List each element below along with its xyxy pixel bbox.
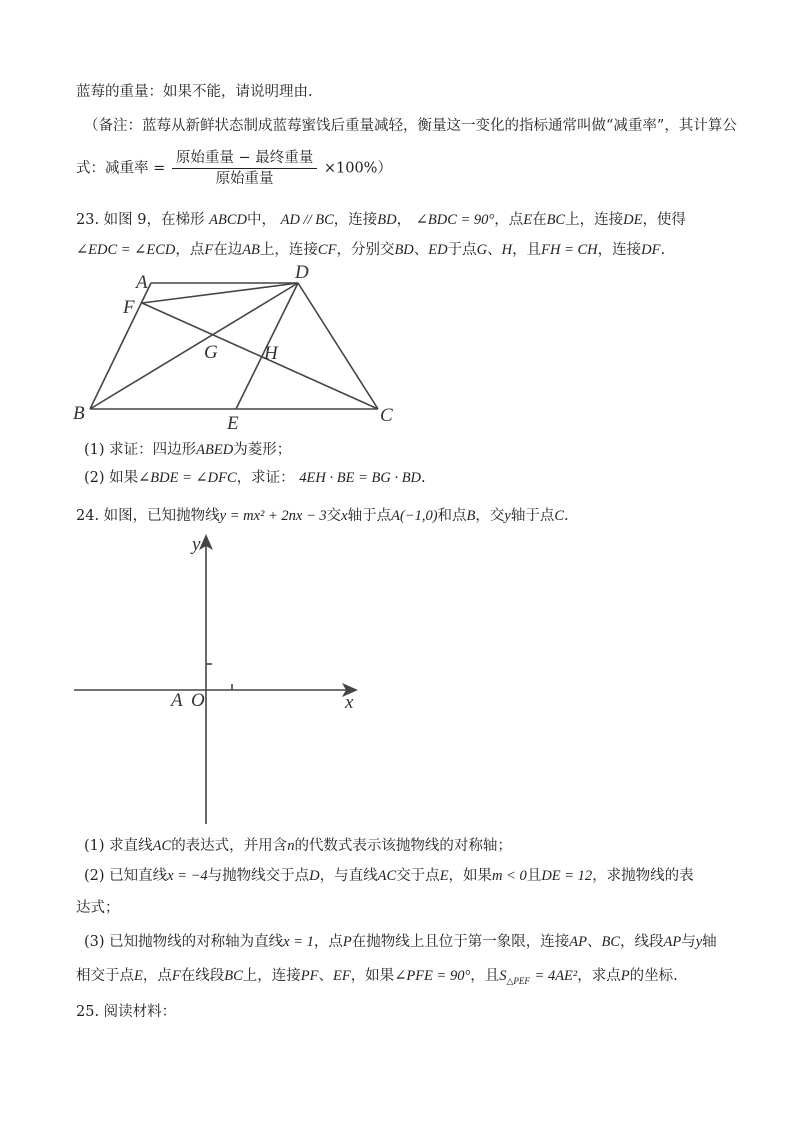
label-G: G <box>204 342 218 363</box>
trapezoid-figure <box>60 262 420 438</box>
label-B: B <box>73 403 85 424</box>
label-F: F <box>123 297 135 318</box>
q24-part-2-continued: 达式； <box>76 900 120 916</box>
reduction-rate-formula: 式：减重率 = $\frac{\text{原始重量 − 最终重量}}{\text{原始重量}}$ ×100%） <box>76 150 392 187</box>
q24-part-1: (1) 求直线AC的表达式，并用含n的代数式表示该抛物线的对称轴； <box>84 838 512 854</box>
coordinate-axes-figure <box>60 528 380 830</box>
label-H: H <box>264 343 278 364</box>
q23-part-2: (2) 如果∠BDE = ∠DFC，求证： 4EH · BE = BG · BD. <box>84 470 426 486</box>
q23-line-2: ∠EDC = ∠ECD，点F在边AB上，连接CF，分别交BD、ED于点G、H，且FH = CH，连接DF. <box>76 242 666 258</box>
y-axis-label: y <box>192 534 201 555</box>
q24-part-3-continued: 相交于点E，点F在线段BC上，连接PF、EF，如果∠PFE = 90°，且$S_{\triangle PEF} = 4AE^2$，求点P的坐标. <box>76 968 678 986</box>
q25-line-1: 25. 阅读材料： <box>76 1004 177 1020</box>
segment-DC <box>298 283 378 409</box>
point-A-label: A <box>171 690 183 711</box>
segment-FD <box>142 283 298 303</box>
q24-line-1: 24. 如图，已知抛物线y = mx² + 2nx − 3交x轴于点A(−1,0)和点B，交y轴于点C. <box>76 508 569 524</box>
label-C: C <box>380 405 393 426</box>
intro-line-1: 蓝莓的重量：如果不能，请说明理由. <box>76 84 313 100</box>
q23-part-1: (1) 求证：四边形ABED为菱形； <box>84 442 292 458</box>
q24-part-2: (2) 已知直线x = −4与抛物线交于点D，与直线AC交于点E，如果m < 0且DE = 12，求抛物线的表 <box>84 868 694 884</box>
x-axis-label: x <box>345 692 354 713</box>
label-D: D <box>295 262 309 283</box>
label-A: A <box>136 272 148 293</box>
label-E: E <box>227 413 239 434</box>
q23-line-1: 23. 如图 9，在梯形 ABCD中， AD // BC，连接BD， ∠BDC = 90°，点E在BC上，连接DE，使得 <box>76 212 686 228</box>
origin-label: O <box>191 690 205 711</box>
intro-line-2: （备注：蓝莓从新鲜状态制成蓝莓蜜饯后重量减轻，衡量这一变化的指标通常叫做“减重率”，其计算公 <box>84 118 737 134</box>
q24-part-3: (3) 已知抛物线的对称轴为直线x = 1，点P在抛物线上且位于第一象限，连接AP、BC，线段AP与y轴 <box>84 934 717 950</box>
formula-fraction: $\frac{\text{原始重量 − 最终重量}}{\text{原始重量}}$ <box>172 148 317 189</box>
